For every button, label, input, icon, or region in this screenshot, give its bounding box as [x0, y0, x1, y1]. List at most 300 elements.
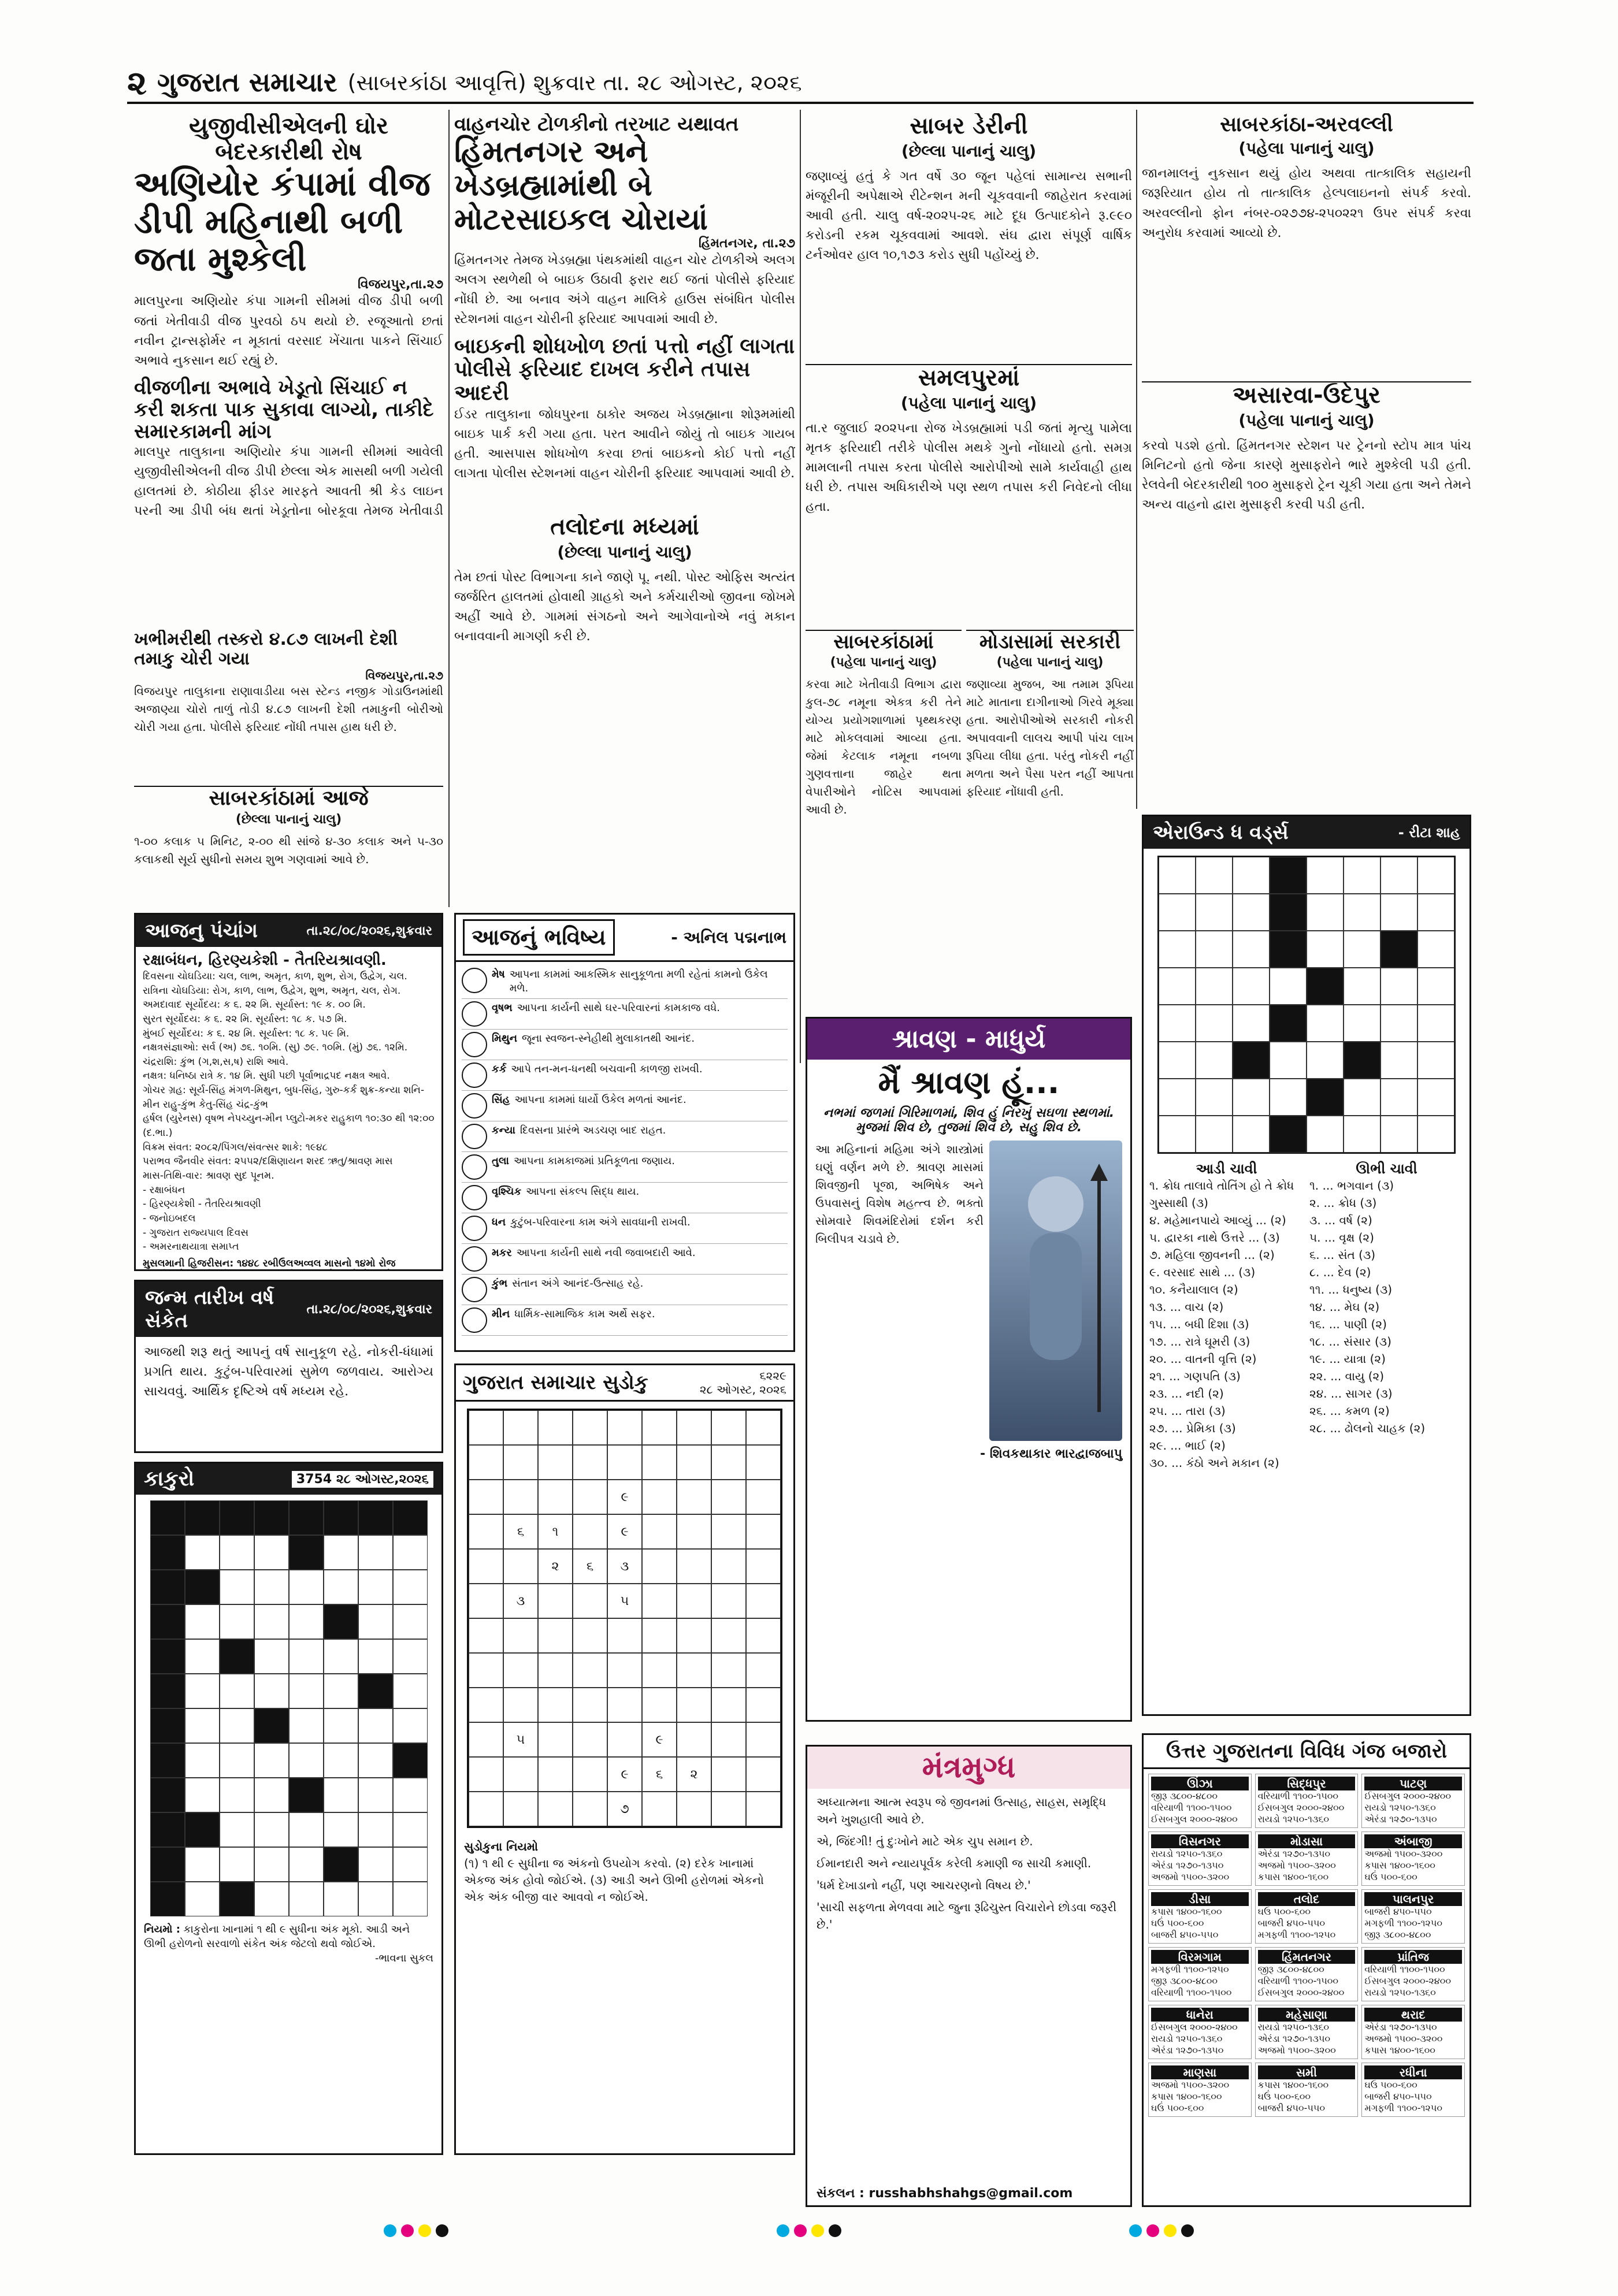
market-center [1361, 1947, 1465, 2001]
sudoku-cell [711, 1584, 746, 1618]
crossword-cell [1233, 931, 1270, 968]
panchang-line: - હિરણ્યકેશી - તૈતરિયશ્રાવણી [143, 1198, 261, 1210]
sudoku-cell [642, 1584, 677, 1618]
kakuro-cell [289, 1639, 324, 1674]
horoscope-sign: વૃશ્ચિક [492, 1185, 522, 1198]
birthday-header [136, 1281, 441, 1337]
story-kicker: વાહનચોર ટોળકીનો તરખાટ યથાવત [454, 113, 739, 136]
sudoku-cell: ૩ [503, 1584, 538, 1618]
market-price-row: વરિયાળી ૧૧૦૦-૧૫૦૦ [1151, 1987, 1232, 1998]
sudoku-cell [469, 1410, 503, 1445]
kakuro-cell [358, 1847, 393, 1882]
sudoku-cell: ૨ [538, 1549, 573, 1584]
kakuro-cell [220, 1604, 254, 1639]
crossword-box [1142, 815, 1471, 1716]
story-body: ૧-૦૦ કલાક ૫ મિનિટ, ૨-૦૦ થી સાંજે ૪-૩૦ કલાક અને ૫-૩૦ કલાકથી સૂર્ય સુધીનો સમય શુભ ગણવામાં આવે છે. [134, 834, 443, 867]
kakuro-cell [393, 1882, 428, 1916]
kakuro-rules: કાકુરોના ખાનામાં ૧ થી ૯ સુધીના અંક મૂકો. આડી અને ઊભી હરોળનો સરવાળો સંકેત અંક જેટલો થવો જોઈએ. [144, 1923, 410, 1951]
mantra-quote: એ, જિંદગી! તું દુઃખોને માટે એક ચુપ સમાન છે. [817, 1834, 1033, 1848]
market-price-row: એરંડા ૧૨૭૦-૧૩૫૦ [1364, 1814, 1437, 1825]
kakuro-cell [220, 1674, 254, 1708]
market-center [1255, 1831, 1359, 1886]
crossword-cell [1196, 931, 1233, 968]
kakuro-cell [150, 1639, 185, 1674]
kakuro-cell [324, 1639, 358, 1674]
story-kicker: યુજીવીસીએલની ઘોર બેદરકારીથી રોષ [189, 113, 388, 165]
crossword-cell [1233, 857, 1270, 894]
mantra-contact: russhabhshahgs@gmail.com [869, 2186, 1073, 2201]
sudoku-cell [746, 1410, 781, 1445]
kakuro-cell [393, 1847, 428, 1882]
story-body: જાનમાલનું નુકસાન થયું હોય અથવા તાત્કાલિક સહાયની જરૂરિયાત હોય તો તાત્કાલિક હેલ્પલાઇનનો સંપર્ક કરવો. અરવલ્લીનો ફોન નંબર-૦૨૭૭૪-૨૫૦૨૨૧ ઉપર સંપર્ક કરવા અનુરોધ કરવામાં આવ્યો છે. [1142, 166, 1471, 240]
crossword-cell [1307, 1042, 1344, 1079]
across-clue: ૨૯. ... ભાઈ (૨) [1149, 1439, 1226, 1452]
registration-dots-right [1127, 2224, 1231, 2242]
kakuro-cell [289, 1812, 324, 1847]
market-center [1148, 2063, 1252, 2117]
kakuro-cell [393, 1570, 428, 1604]
story-sabarkantha-2 [806, 630, 962, 976]
horoscope-text: આપના કામમાં આકસ્મિક સાનુકૂળતા મળી રહેતાં કામનો ઉકેલ મળે. [509, 968, 768, 995]
market-price-row: ઈસબગુલ ૨૦૦૦-૨૪૦૦ [1257, 1987, 1345, 1998]
horoscope-text: આપના કામકાજમાં પ્રતિકૂળતા જણાય. [513, 1154, 675, 1167]
kakuro-credit: -ભાવના સુકલ [375, 1952, 433, 1965]
story-headline: હિંમતનગર અને ખેડબ્રહ્મામાંથી બે મોટરસાઇકલ ચોરાયાં [454, 135, 708, 237]
sudoku-cell [538, 1584, 573, 1618]
shiva-illustration [989, 1140, 1122, 1441]
panchang-box [134, 913, 443, 1271]
sudoku-cell: ૬ [503, 1514, 538, 1549]
kakuro-cell [324, 1570, 358, 1604]
panchang-line: પરાભવ જૈનવીર સંવત: ૨૫૫૨/દક્ષિણાયન શરદ ઋતુ/શ્રાવણ માસ [143, 1156, 393, 1168]
kakuro-cell [358, 1639, 393, 1674]
kakuro-cell [150, 1500, 185, 1535]
panchang-line: હર્ષલ (યુરેનસ) વૃષભ નેપચ્યુન-મીન પ્લુટો-મકર રાહુકાળ ૧૦:૩૦ થી ૧૨:૦૦ (દ.ભા.) [143, 1113, 435, 1139]
sudoku-cell [538, 1688, 573, 1722]
kakuro-cell [254, 1535, 289, 1570]
sudoku-cell [677, 1480, 711, 1514]
panchang-parsi [143, 1269, 435, 1271]
market-center-name: હિંમતનગર [1258, 1950, 1356, 1964]
market-center [1255, 2005, 1359, 2059]
market-center-name: માણસા [1151, 2065, 1249, 2079]
market-center [1361, 2063, 1465, 2117]
kakuro-cell [185, 1500, 220, 1535]
sudoku-cell [469, 1792, 503, 1826]
market-price-row: જીરૂ ૩૮૦૦-૪૮૦૦ [1364, 1929, 1431, 1940]
sudoku-cell [469, 1757, 503, 1792]
kakuro-cell [254, 1778, 289, 1812]
market-center [1255, 1774, 1359, 1828]
kakuro-cell [393, 1500, 428, 1535]
crossword-cell [1381, 894, 1417, 931]
kakuro-cell [393, 1778, 428, 1812]
sudoku-cell [677, 1410, 711, 1445]
sudoku-cell [538, 1792, 573, 1826]
bhavishya-author: - અનિલ પદ્મનાભ [671, 927, 786, 947]
horoscope-sign: કર્ક [492, 1062, 507, 1075]
birthday-title: જન્મ તારીખ વર્ષ સંકેત [145, 1286, 274, 1332]
zodiac-icon [462, 1185, 487, 1210]
market-center [1148, 1774, 1252, 1828]
market-price-row: કપાસ ૧૪૦૦-૧૬૦૦ [1257, 1871, 1329, 1882]
story-sub: (છેલ્લા પાનાનું ચાલુ) [901, 141, 1037, 161]
crossword-cell [1381, 1116, 1417, 1153]
sudoku-cell [469, 1445, 503, 1480]
kakuro-cell [358, 1882, 393, 1916]
horoscope-text: જૂના સ્વજન-સ્નેહીથી મુલાકાતથી આનંદ. [522, 1032, 695, 1045]
market-price-row: ઈસબગુલ ૨૦૦૦-૨૪૦૦ [1257, 1802, 1345, 1813]
crossword-cell [1233, 1079, 1270, 1116]
crossword-cell [1344, 931, 1381, 968]
crossword-cell [1344, 968, 1381, 1005]
sudoku-cell [711, 1549, 746, 1584]
crossword-title: એરાઉન્ડ ધ વર્ડ્સ [1153, 821, 1289, 844]
panchang-header [136, 915, 441, 947]
mantra-title: મંત્રમુગ્ધ [807, 1747, 1130, 1789]
story-bike-theft [454, 113, 795, 506]
market-price-row: બાજરી ૪૫૦-૫૫૦ [1364, 1906, 1432, 1917]
across-clue: ૧૫. ... બધી દિશા (૩) [1149, 1317, 1249, 1331]
sudoku-cell: ૬ [642, 1757, 677, 1792]
market-price-row: અજમો ૧૫૦૦-૩૨૦૦ [1257, 2045, 1336, 2056]
sudoku-cell [503, 1618, 538, 1653]
down-clue: ૨૪. ... સાગર (૩) [1309, 1387, 1393, 1400]
kakuro-cell [358, 1743, 393, 1778]
sudoku-cell [746, 1722, 781, 1757]
kakuro-number: 3754 [296, 1472, 332, 1487]
shravan-credit: - શિવકથાકાર ભારદ્વાજબાપુ [980, 1447, 1122, 1461]
sudoku-date: ૨૮ ઓગસ્ટ, ૨૦૨૬ [699, 1383, 786, 1396]
horoscope-sign: મકર [492, 1246, 512, 1259]
crossword-cell [1196, 857, 1233, 894]
story-sub: (પહેલા પાનાનું ચાલુ) [900, 393, 1037, 413]
sudoku-cell [711, 1757, 746, 1792]
panchang-line: નક્ષત્ર: ધનિષ્ઠા રાત્રે ક. ૧૪ મિ. સુધી પછી પૂર્વાભાદ્રપદ નક્ષત્ર આવે. [143, 1070, 390, 1082]
market-center [1255, 1889, 1359, 1944]
down-title: ઊભી ચાવી [1356, 1161, 1417, 1177]
story-headline: ખભીમરીથી તસ્કરો ૪.૮૭ લાખની દેશી તમાકુ ચોરી ગયા [134, 630, 398, 669]
market-center-name: રધીના [1364, 2065, 1462, 2079]
birthday-date: તા.૨૮/૦૮/૨૦૨૬,શુક્રવાર [306, 1302, 432, 1317]
down-clue: ૧. ... ભગવાન (૩) [1309, 1179, 1394, 1192]
horoscope-text: આપના કાર્યની સાથે નવી જવાબદારી આવે. [516, 1246, 696, 1259]
sudoku-cell [746, 1549, 781, 1584]
sudoku-cell [677, 1549, 711, 1584]
horoscope-row [462, 1060, 788, 1091]
market-center-name: સિદ્ધપુર [1258, 1777, 1356, 1790]
story-body: કરવો પડશે હતો. હિંમતનગર સ્ટેશન પર ટ્રેનનો સ્ટોપ માત્ર પાંચ મિનિટનો હતો જેના કારણે મુસાફરોને ભારે મુશ્કેલી પડી હતી. રેલવેની બેદરકારીથી ૧૦૦ મુસાફરો ટ્રેન ચૂકી ગયા હતા અને તેમને અન્ય વાહનો દ્વારા મુસાફરી કરવી પડી હતી. [1142, 438, 1471, 512]
bhavishya-title: આજનું ભવિષ્ય [463, 919, 615, 956]
market-center-name: તલોદ [1258, 1892, 1356, 1906]
kakuro-cell [289, 1535, 324, 1570]
across-clue: ૩૦. ... કંઠો અને મકાન (૨) [1149, 1456, 1279, 1470]
kakuro-cell [324, 1535, 358, 1570]
sudoku-cell [711, 1722, 746, 1757]
kakuro-cell [254, 1847, 289, 1882]
across-clue: ૧૩. ... વાચ (૨) [1149, 1300, 1224, 1314]
kakuro-cell [150, 1847, 185, 1882]
kakuro-cell [324, 1778, 358, 1812]
sudoku-cell [503, 1757, 538, 1792]
kakuro-cell [324, 1708, 358, 1743]
sudoku-cell [746, 1757, 781, 1792]
kakuro-cell [289, 1500, 324, 1535]
masthead: ગુજરાત સમાચાર [157, 66, 337, 98]
kakuro-cell [254, 1500, 289, 1535]
market-price-row: ઈસબગુલ ૨૦૦૦-૨૪૦૦ [1364, 1790, 1451, 1801]
sudoku-cell: ૧ [538, 1514, 573, 1549]
sudoku-cell [677, 1792, 711, 1826]
across-title: આડી ચાવી [1196, 1161, 1257, 1177]
kakuro-cell [220, 1639, 254, 1674]
sudoku-cell: ૫ [503, 1722, 538, 1757]
sudoku-cell [469, 1549, 503, 1584]
sudoku-cell: ૯ [607, 1514, 642, 1549]
crossword-cell [1381, 1042, 1417, 1079]
crossword-cell [1196, 968, 1233, 1005]
story-body: કરવા માટે ખેતીવાડી વિભાગ દ્વારા કુલ-૭૮ નમૂના એકત્ર કરી તેને યોગ્ય પ્રયોગશાળામાં પૃથ્થકરણ માટે મોકલવામાં આવ્યા હતા. જેમાં કેટલાક નમૂના નબળા ગુણવત્તાના જાહેર થતા વેપારીઓને નોટિસ આપવામાં આવી છે. [806, 677, 962, 817]
crossword-cell [1381, 931, 1417, 968]
panchang-line: સુરત સૂર્યોદય: ક ૬. ૨૨ મિ. સૂર્યાસ્ત: ૧૮ ક. ૫૭ મિ. [143, 1013, 347, 1025]
crossword-cell [1159, 857, 1196, 894]
kakuro-cell [185, 1847, 220, 1882]
story-body-2: ઈડર તાલુકાના જોધપુરના ઠાકોર અજય ખેડબ્રહ્માના શોરૂમમાંથી બાઇક પાર્ક કરી ગયા હતા. પરત આવીને જોયું તો બાઇક ગાયબ હતી. આસપાસ શોધખોળ કરવા છતાં બાઇકનો કોઈ પત્તો નહીં લાગતા પોલીસ સ્ટેશનમાં વાહન ચોરીની ફરિયાદ આપવામાં આવી છે. [454, 407, 795, 481]
kakuro-cell [393, 1639, 428, 1674]
mantra-box [806, 1745, 1132, 2207]
market-price-row: કપાસ ૧૪૦૦-૧૬૦૦ [1151, 1906, 1222, 1917]
horoscope-text: કુટુંબ-પરિવારના કામ અંગે સાવધાની રાખવી. [510, 1216, 691, 1228]
kakuro-cell [289, 1778, 324, 1812]
market-center [1148, 2005, 1252, 2059]
story-body: જણાવ્યું હતું કે ગત વર્ષે ૩૦ જૂન પહેલાં સામાન્ય સભાની મંજૂરીની અપેક્ષાએ રીટેન્શન મની ચૂકવવાની જાહેરાત કરવામાં આવી હતી. ચાલુ વર્ષ-૨૦૨૫-૨૬ માટે દૂધ ઉત્પાદકોને રૂ.૯૯૦ કરોડની રકમ ચૂકવવામાં આવશે. સંઘ દ્વારા સંપૂર્ણ વાર્ષિક ટર્નઓવર હાલ ૧૦,૧૭૩ કરોડ સુધી પહોંચ્યું છે. [806, 169, 1132, 263]
market-center-name: થરાદ [1364, 2008, 1462, 2022]
market-price-row: એરંડા ૧૨૭૦-૧૩૫૦ [1364, 2022, 1437, 2033]
market-price-row: એરંડા ૧૨૭૦-૧૩૫૦ [1151, 1860, 1224, 1871]
kakuro-grid [150, 1500, 428, 1916]
story-sabarkantha-aaje [134, 786, 443, 907]
panchang-line: વિક્રમ સંવત: ૨૦૮૨/પિંગલ/સંવત્સર શાકે: ૧૯૪૮ [143, 1141, 328, 1153]
story-subheadline: વીજળીના અભાવે ખેડૂતો સિંચાઈ ન કરી શકતા પાક સુકાવા લાગ્યો, તાકીદે સમારકામની માંગ [134, 376, 434, 443]
kakuro-cell [358, 1674, 393, 1708]
horoscope-row [462, 1091, 788, 1121]
sudoku-cell [711, 1410, 746, 1445]
panchang-line: - રક્ષાબંધન [143, 1184, 185, 1196]
panchang-title: આજનુ પંચાંગ [145, 919, 258, 942]
market-price-row: વરિયાળી ૧૧૦૦-૧૫૦૦ [1257, 1790, 1339, 1801]
kakuro-rules-title: નિયમો : [144, 1923, 180, 1935]
horoscope-sign: મીન [492, 1307, 510, 1320]
sudoku-cell [746, 1480, 781, 1514]
sudoku-cell [469, 1514, 503, 1549]
crossword-cell [1270, 1005, 1307, 1042]
sudoku-cell [746, 1688, 781, 1722]
panchang-line: અમદાવાદ સૂર્યોદય: ક ૬. ૨૨ મિ. સૂર્યાસ્ત: ૧૯ ક. ૦૦ મિ. [143, 999, 366, 1011]
horoscope-text: આપના સંકલ્પ સિદ્ધ થાય. [526, 1185, 640, 1198]
story-sub: (છેલ્લા પાનાનું ચાલુ) [235, 812, 342, 827]
market-center-name: અંબાજી [1364, 1834, 1462, 1848]
crossword-cell [1233, 1042, 1270, 1079]
sudoku-grid [467, 1409, 782, 1828]
kakuro-cell [150, 1674, 185, 1708]
story-body: તેમ છતાં પોસ્ટ વિભાગના કાને જાણે પૂ. નથી. પોસ્ટ ઓફિસ અત્યંત જર્જરિત હાલતમાં હોવાથી ગ્રાહકો અને કર્મચારીઓ જીવના જોખમે અહીં આવે છે. ગામમાં સંગઠનો અને આગેવાનોએ નવું મકાન બનાવવાની માગણી કરી છે. [454, 570, 795, 644]
sudoku-cell: ૭ [607, 1792, 642, 1826]
crossword-cell [1159, 968, 1196, 1005]
crossword-cell [1159, 1042, 1196, 1079]
zodiac-icon [462, 1307, 487, 1333]
kakuro-cell [185, 1882, 220, 1916]
kakuro-cell [324, 1812, 358, 1847]
shravan-box [806, 1017, 1132, 1722]
market-price-row: રાયડો ૧૨૫૦-૧૩૬૦ [1151, 1848, 1223, 1859]
sudoku-cell [677, 1722, 711, 1757]
bhavishya-box [454, 913, 795, 1352]
kakuro-cell [150, 1882, 185, 1916]
market-price-row: બાજરી ૪૫૦-૫૫૦ [1257, 2102, 1325, 2113]
horoscope-text: ધાર્મિક-સામાજિક કામ અર્થે સફર. [514, 1307, 655, 1320]
market-center [1361, 1774, 1465, 1828]
sudoku-title: ગુજરાત સમાચાર સુડોકુ [463, 1371, 648, 1394]
market-center [1361, 2005, 1465, 2059]
across-clue: ૭. મહિલા જીવનની ... (૨) [1149, 1248, 1275, 1262]
horoscope-text: આપના કાર્યની સાથે ઘર-પરિવારનાં કામકાજ વધે. [517, 1001, 720, 1014]
sudoku-cell [711, 1618, 746, 1653]
kakuro-cell [289, 1708, 324, 1743]
story-sub: (છેલ્લા પાનાનું ચાલુ) [557, 542, 692, 562]
mantra-quote: ઈમાનદારી અને ન્યાયપૂર્વક કરેલી કમાણી જ સાચી કમાણી. [817, 1856, 1092, 1870]
sudoku-cell [573, 1445, 607, 1480]
market-price-row: એરંડા ૧૨૭૦-૧૩૫૦ [1151, 2045, 1224, 2056]
story-body-2: માલપુર તાલુકાના અણિયોર કંપા ગામની સીમમાં આવેલી યુજીવીસીએલની વીજ ડીપી છેલ્લા એક માસથી બળી ગયેલી હાલતમાં છે. કોઠીયા ફીડર મારફતે આવતી શ્રી કેડ લાઇન પરની આ ડીપી બંધ થતાં ખેડૂતોના બોરકૂવા તેમજ ખેતીવાડી [134, 445, 443, 518]
sudoku-cell: ૯ [607, 1757, 642, 1792]
crossword-cell [1270, 931, 1307, 968]
kakuro-cell [393, 1535, 428, 1570]
kakuro-cell [324, 1674, 358, 1708]
across-clue: ૨૦. ... વાતની વૃત્તિ (૨) [1149, 1352, 1257, 1366]
story-talod [454, 514, 795, 803]
panchang-line: નક્ષત્રસંજ્ઞાઓ: સર્વ (અ) ૭૬. ૧૦મિ. (સુ) ૭૯. ૧૦મિ. (મું) ૭૬. ૧૨મિ. [143, 1042, 408, 1054]
kakuro-cell [358, 1604, 393, 1639]
market-price-row: બાજરી ૪૫૦-૫૫૦ [1151, 1929, 1219, 1940]
market-center [1148, 1947, 1252, 2001]
panchang-line: ગોચર ગ્રહ: સૂર્ય-સિંહ મંગળ-મિથુન, બુધ-સિંહ, ગુરુ-કર્ક શુક્ર-કન્યા શનિ-મીન રાહુ-કુંભ કેતુ-સિંહ ચંદ્ર-કુંભ [143, 1084, 425, 1110]
zodiac-icon [462, 1093, 487, 1119]
kakuro-date: ૨૮ ઓગસ્ટ,૨૦૨૬ [336, 1472, 429, 1487]
story-sub: (પહેલા પાનાનું ચાલુ) [996, 655, 1104, 670]
kakuro-cell [220, 1812, 254, 1847]
story-body: માલપુરના અણિયોર કંપા ગામની સીમમાં વીજ ડીપી બળી જતાં ખેતીવાડી વીજ પુરવઠો ઠપ થયો છે. રજૂઆતો છતાં નવીન ટ્રાન્સફોર્મર ન મૂકાતાં વરસાદ ખેંચાતા પાકને સિંચાઈ અભાવે નુકસાન થઈ રહ્યું છે. [134, 294, 443, 368]
story-dateline: વિજયપુર,તા.૨૭ [357, 277, 443, 292]
crossword-cell [1344, 894, 1381, 931]
sudoku-cell [746, 1653, 781, 1688]
crossword-cell [1381, 1079, 1417, 1116]
sudoku-cell [711, 1688, 746, 1722]
market-price-row: જીરૂ ૩૮૦૦-૪૮૦૦ [1151, 1790, 1218, 1801]
crossword-cell [1381, 968, 1417, 1005]
story-headline: સાબરકાંઠા-અરવલ્લી [1220, 113, 1393, 136]
kakuro-cell [289, 1882, 324, 1916]
horoscope-row [462, 999, 788, 1030]
panchang-hijri: મુસલમાની હિજરીસન: ૧૪૪૮ રબીઉલઅવ્વલ માસનો ૧૪મો રોજ [143, 1257, 396, 1269]
story-headline: અસારવા-ઉદેપુર [1233, 382, 1381, 408]
story-sub: (પહેલા પાનાનું ચાલુ) [1238, 139, 1375, 158]
zodiac-icon [462, 1062, 487, 1088]
sudoku-cell [503, 1688, 538, 1722]
story-headline: સમલપુરમાં [918, 365, 1020, 391]
market-price-row: રાયડો ૧૨૫૦-૧૩૬૦ [1364, 1802, 1436, 1813]
crossword-cell [1159, 1079, 1196, 1116]
crossword-cell [1344, 1079, 1381, 1116]
panchang-line: રાત્રિના ચોઘડિયા: રોગ, કાળ, લાભ, ઉદ્વેગ, શુભ, અમૃત, ચલ, રોગ. [143, 984, 401, 997]
panchang-line: - અમરનાથયાત્રા સમાપ્ત [143, 1241, 239, 1253]
market-price-row: રાયડો ૧૨૫૦-૧૩૬૦ [1364, 1987, 1436, 1998]
horoscope-sign: કન્યા [492, 1124, 515, 1136]
sudoku-cell [711, 1514, 746, 1549]
market-center-name: ડીસા [1151, 1892, 1249, 1906]
kakuro-cell [289, 1743, 324, 1778]
across-clue: ૨૫. ... તારા (૩) [1149, 1404, 1226, 1418]
crossword-cell [1417, 1079, 1454, 1116]
crossword-cell [1307, 1005, 1344, 1042]
sudoku-cell [642, 1514, 677, 1549]
zodiac-icon [462, 1154, 487, 1180]
story-headline: સાબરકાંઠામાં [833, 630, 934, 653]
market-price-row: રાયડો ૧૨૫૦-૧૩૬૦ [1257, 1814, 1330, 1825]
story-samalpur [806, 364, 1132, 624]
kakuro-title: કાકુરો [144, 1467, 195, 1491]
down-clue: ૨૬. ... કમળ (૨) [1309, 1404, 1390, 1418]
story-vij-dp [134, 113, 443, 518]
sudoku-cell [607, 1653, 642, 1688]
sudoku-cell [711, 1653, 746, 1688]
crossword-cell [1417, 1116, 1454, 1153]
market-price-row: મગફળી ૧૧૦૦-૧૨૫૦ [1364, 1918, 1442, 1929]
zodiac-icon [462, 1032, 487, 1057]
market-price-row: ઘઉં ૫૦૦-૬૦૦ [1257, 1906, 1311, 1917]
kakuro-cell [185, 1743, 220, 1778]
panchang-line: મુંબઈ સૂર્યોદય: ક ૬. ૨૪ મિ. સૂર્યાસ્ત: ૧૮ ક. ૫૯ મિ. [143, 1027, 350, 1039]
crossword-cell [1196, 894, 1233, 931]
sudoku-cell [677, 1514, 711, 1549]
across-clue: ૧૭. ... રાત્રે ઘૂમરી (૩) [1149, 1335, 1250, 1348]
crossword-cell [1381, 1005, 1417, 1042]
crossword-cell [1417, 894, 1454, 931]
story-asarva [1142, 381, 1471, 624]
kakuro-cell [324, 1604, 358, 1639]
market-price-row: રાયડો ૧૨૫૦-૧૩૬૦ [1151, 2033, 1223, 2044]
market-price-row: કપાસ ૧૪૦૦-૧૬૦૦ [1364, 1860, 1435, 1871]
zodiac-icon [462, 1277, 487, 1302]
sudoku-cell [607, 1722, 642, 1757]
story-body: વિજયપુર તાલુકાના રાણાવાડીયા બસ સ્ટેન્ડ નજીક ગોડાઉનમાંથી અજાણ્યા ચોરો તાળું તોડી ૪.૮૭ લાખની દેશી તમાકુની બોરીઓ ચોરી ગયા હતા. પોલીસે ફરિયાદ નોંધી તપાસ હાથ ધરી છે. [134, 684, 443, 734]
kakuro-cell [150, 1708, 185, 1743]
horoscope-row [462, 1275, 788, 1305]
crossword-cell [1270, 968, 1307, 1005]
sudoku-box [454, 1364, 795, 2155]
panchang-line: માસ-તિથિ-વાર: શ્રાવણ સુદ પૂનમ. [143, 1169, 274, 1182]
crossword-cell [1417, 1042, 1454, 1079]
horoscope-row [462, 1030, 788, 1060]
sudoku-cell [573, 1514, 607, 1549]
panchang-line: - જનોઇબદલ [143, 1212, 196, 1224]
crossword-cell [1233, 1116, 1270, 1153]
crossword-cell [1270, 1116, 1307, 1153]
market-center [1148, 1831, 1252, 1886]
birthday-box [134, 1280, 443, 1453]
sudoku-cell [503, 1792, 538, 1826]
crossword-cell [1344, 1116, 1381, 1153]
market-price-row: અજમો ૧૫૦૦-૩૨૦૦ [1151, 2079, 1230, 2090]
